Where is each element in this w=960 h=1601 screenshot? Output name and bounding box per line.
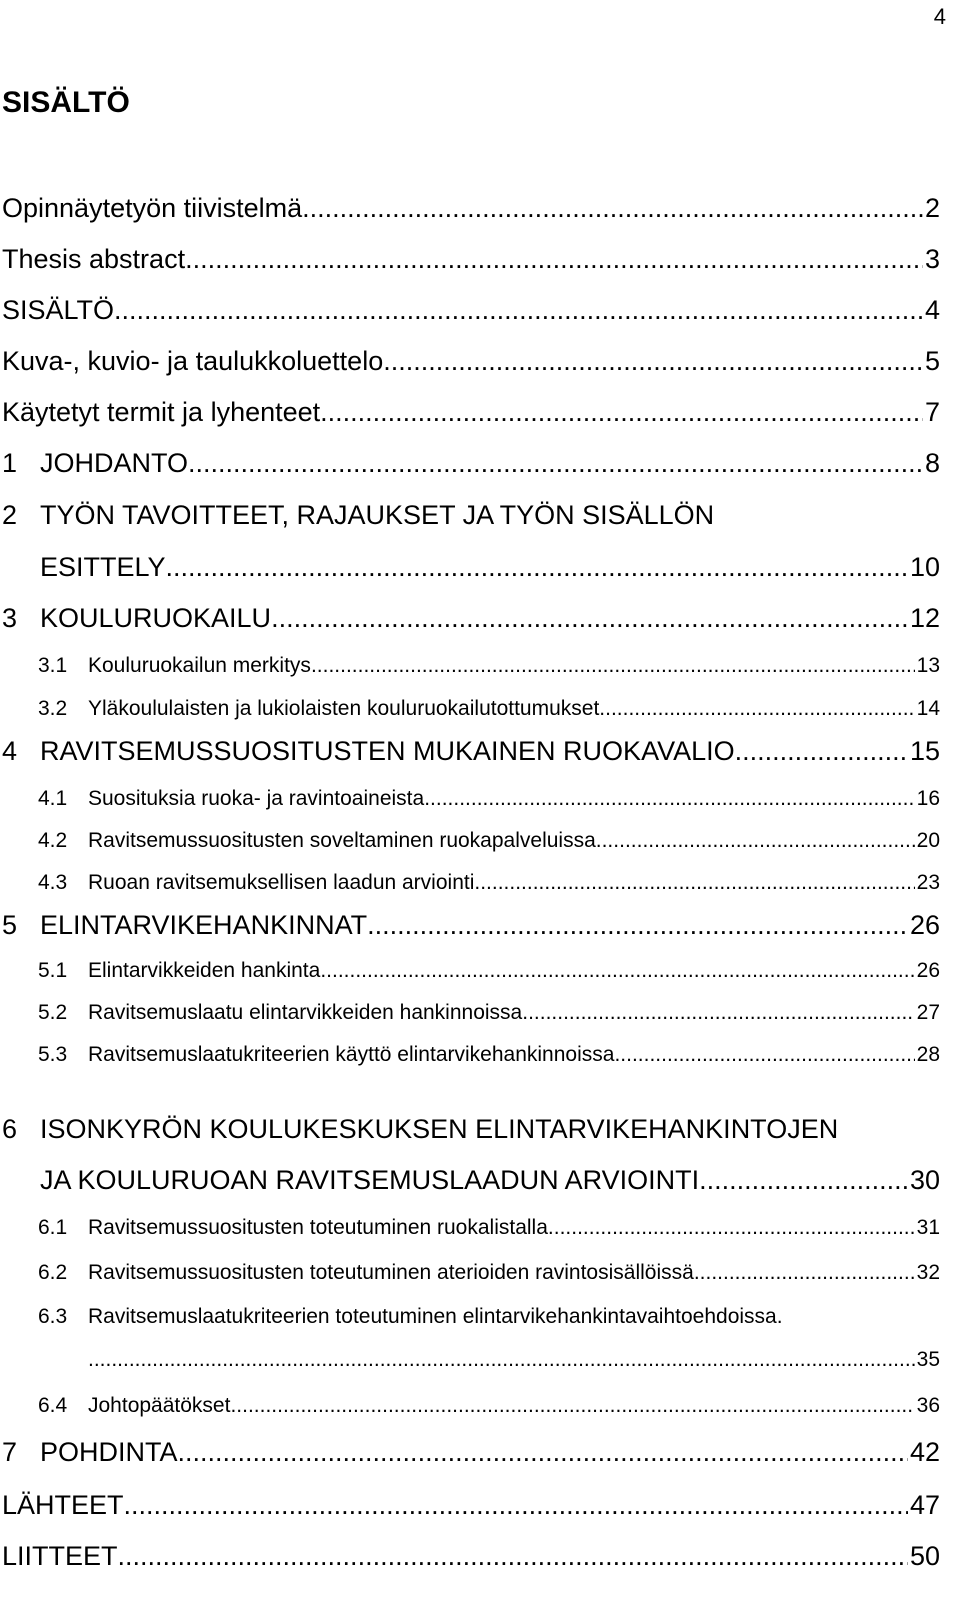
toc-entry-page: 23: [916, 871, 940, 894]
page-number: 4: [933, 4, 946, 29]
toc-entry-title: Suosituksia ruoka- ja ravintoaineista: [88, 787, 425, 810]
toc-entry-chapter-5[interactable]: [0, 907, 940, 943]
toc-entry-section-3-1[interactable]: [0, 651, 940, 681]
toc-entry-section-4-2[interactable]: [0, 826, 940, 856]
toc-entry-chapter-3[interactable]: [0, 600, 940, 636]
toc-entry-title: LÄHTEET: [2, 1490, 124, 1520]
toc-entry-title: RAVITSEMUSSUOSITUSTEN MUKAINEN RUOKAVALIO: [40, 736, 735, 766]
toc-entry-section-4-3[interactable]: [0, 868, 940, 898]
toc-entry-page: 32: [916, 1261, 940, 1284]
toc-entry-title: Ravitsemussuositusten soveltaminen ruokapalveluissa: [88, 829, 596, 852]
toc-entry-page: 28: [916, 1043, 940, 1066]
page-title: SISÄLTÖ: [2, 86, 130, 119]
toc-entry-page: 42: [909, 1437, 940, 1467]
toc-entry-title: KOULURUOKAILU: [40, 603, 272, 633]
dot-leader: [178, 1434, 908, 1470]
dot-leader: [320, 956, 914, 986]
toc-entry-page: 3: [924, 244, 940, 274]
toc-entry-number: 6.4: [38, 1394, 68, 1417]
toc-entry-terms[interactable]: [0, 394, 940, 430]
toc-entry-section-4-1[interactable]: [0, 784, 940, 814]
toc-entry-number: 7: [2, 1437, 18, 1467]
toc-entry-chapter-4[interactable]: [0, 733, 940, 769]
toc-entry-title: Käytetyt termit ja lyhenteet: [2, 397, 321, 427]
toc-entry-title: ELINTARVIKEHANKINNAT: [40, 910, 368, 940]
toc-entry-page: 10: [909, 552, 940, 582]
toc-entry-number: 2: [2, 500, 18, 530]
toc-entry-section-5-1[interactable]: [0, 956, 940, 986]
toc-entry-chapter-6[interactable]: [0, 1162, 940, 1198]
toc-entry-contents[interactable]: [0, 292, 940, 328]
toc-entry-page: 7: [924, 397, 940, 427]
toc-entry-number: 6.1: [38, 1216, 68, 1239]
toc-entry-number: 3.1: [38, 654, 68, 677]
toc-entry-title: LIITTEET: [2, 1541, 118, 1571]
toc-entry-title: Ravitsemussuositusten toteutuminen ruokalistalla: [88, 1216, 548, 1239]
toc-entry-chapter-7[interactable]: [0, 1434, 940, 1470]
toc-entry-section-6-3[interactable]: [0, 1345, 940, 1375]
toc-entry-page: 50: [909, 1541, 940, 1571]
toc-entry-abstract-fi[interactable]: [0, 190, 940, 226]
toc-entry-title: POHDINTA: [40, 1437, 178, 1467]
toc-entry-title: Ravitsemuslaatukriteerien toteutuminen elintarvikehankintavaihtoehdoissa.: [88, 1305, 783, 1328]
toc-entry-chapter-1[interactable]: [0, 445, 940, 481]
toc-entry-number: 5.2: [38, 1001, 68, 1024]
toc-entry-section-6-1[interactable]: [0, 1213, 940, 1243]
dot-leader: [166, 549, 908, 585]
toc-entry-number: 3: [2, 603, 18, 633]
toc-entry-references[interactable]: [0, 1487, 940, 1523]
toc-entry-page: 16: [916, 787, 940, 810]
toc-entry-page: 12: [909, 603, 940, 633]
dot-leader: [271, 600, 908, 636]
toc-entry-page: 31: [916, 1216, 940, 1239]
toc-entry-chapter-6-line1[interactable]: [0, 1111, 940, 1147]
dot-leader: [474, 868, 914, 898]
toc-entry-title: Ravitsemussuositusten toteutuminen aterioiden ravintosisällöissä: [88, 1261, 694, 1284]
toc-entry-title: JA KOULURUOAN RAVITSEMUSLAADUN ARVIOINTI: [40, 1165, 700, 1195]
toc-entry-title: Ravitsemuslaatu elintarvikkeiden hankinnoissa: [88, 1001, 523, 1024]
toc-entry-section-3-2[interactable]: [0, 694, 940, 724]
dot-leader: [424, 784, 914, 814]
toc-entry-number: 4.3: [38, 871, 68, 894]
dot-leader: [694, 1258, 915, 1288]
toc-entry-title: TYÖN TAVOITTEET, RAJAUKSET JA TYÖN SISÄLLÖN: [40, 500, 715, 530]
toc-entry-page: 47: [909, 1490, 940, 1520]
toc-entry-number: 6.2: [38, 1261, 68, 1284]
toc-entry-title: Johtopäätökset: [88, 1394, 231, 1417]
toc-entry-page: 26: [909, 910, 940, 940]
toc-entry-page: 13: [916, 654, 940, 677]
dot-leader: [699, 1162, 908, 1198]
toc-entry-title: Ravitsemuslaatukriteerien käyttö elintarvikehankinnoissa: [88, 1043, 615, 1066]
toc-entry-page: 35: [916, 1348, 940, 1371]
toc-entry-page: 27: [916, 1001, 940, 1024]
dot-leader: [302, 190, 923, 226]
dot-leader: [596, 826, 915, 856]
dot-leader: [599, 694, 914, 724]
toc-entry-page: 14: [916, 697, 940, 720]
toc-entry-title: SISÄLTÖ: [2, 295, 115, 325]
toc-entry-page: 30: [909, 1165, 940, 1195]
toc-entry-number: 4.1: [38, 787, 68, 810]
toc-entry-page: 2: [924, 193, 940, 223]
dot-leader: [320, 394, 923, 430]
toc-entry-title: Kuva-, kuvio- ja taulukkoluettelo: [2, 346, 384, 376]
dot-leader: [185, 241, 923, 277]
dot-leader: [230, 1391, 914, 1421]
toc-entry-page: 36: [916, 1394, 940, 1417]
toc-entry-page: 15: [909, 736, 940, 766]
dot-leader: [124, 1487, 908, 1523]
toc-entry-title: Elintarvikkeiden hankinta: [88, 959, 321, 982]
toc-entry-chapter-2-line1[interactable]: [0, 497, 940, 533]
toc-entry-title: Kouluruokailun merkitys: [88, 654, 311, 677]
toc-entry-section-6-4[interactable]: [0, 1391, 940, 1421]
dot-leader: [367, 907, 908, 943]
toc-entry-abstract-en[interactable]: [0, 241, 940, 277]
toc-entry-page: 20: [916, 829, 940, 852]
toc-entry-page: 4: [924, 295, 940, 325]
toc-entry-title: JOHDANTO: [40, 448, 189, 478]
dot-leader: [118, 1538, 908, 1574]
toc-entry-number: 4: [2, 736, 18, 766]
dot-leader: [188, 445, 923, 481]
dot-leader: [114, 292, 923, 328]
toc-entry-page: 5: [924, 346, 940, 376]
toc-entry-title: Ruoan ravitsemuksellisen laadun arviointi: [88, 871, 475, 894]
toc-entry-number: 5.1: [38, 959, 68, 982]
dot-leader: [522, 998, 914, 1028]
dot-leader: [735, 733, 908, 769]
toc-entry-number: 6.3: [38, 1305, 68, 1328]
toc-entry-title: Yläkoululaisten ja lukiolaisten kouluruokailutottumukset: [88, 697, 600, 720]
toc-entry-number: 5.3: [38, 1043, 68, 1066]
toc-entry-number: 5: [2, 910, 18, 940]
toc-entry-section-6-3-line1[interactable]: [0, 1302, 940, 1332]
toc-entry-page: 8: [924, 448, 940, 478]
dot-leader: [383, 343, 923, 379]
toc-entry-section-5-2[interactable]: [0, 998, 940, 1028]
toc-entry-number: 1: [2, 448, 18, 478]
toc-entry-chapter-2[interactable]: [0, 549, 940, 585]
toc-entry-figures[interactable]: [0, 343, 940, 379]
dot-leader: [88, 1345, 915, 1375]
toc-entry-title: ESITTELY: [40, 552, 166, 582]
toc-entry-title: ISONKYRÖN KOULUKESKUKSEN ELINTARVIKEHANKINTOJEN: [40, 1114, 839, 1144]
toc-entry-appendices[interactable]: [0, 1538, 940, 1574]
toc-entry-section-5-3[interactable]: [0, 1040, 940, 1070]
dot-leader: [311, 651, 915, 681]
dot-leader: [548, 1213, 915, 1243]
dot-leader: [614, 1040, 914, 1070]
toc-entry-number: 6: [2, 1114, 18, 1144]
toc-entry-number: 3.2: [38, 697, 68, 720]
toc-entry-section-6-2[interactable]: [0, 1258, 940, 1288]
toc-entry-title: Thesis abstract: [2, 244, 186, 274]
toc-entry-number: 4.2: [38, 829, 68, 852]
toc-entry-title: Opinnäytetyön tiivistelmä: [2, 193, 303, 223]
toc-entry-page: 26: [916, 959, 940, 982]
